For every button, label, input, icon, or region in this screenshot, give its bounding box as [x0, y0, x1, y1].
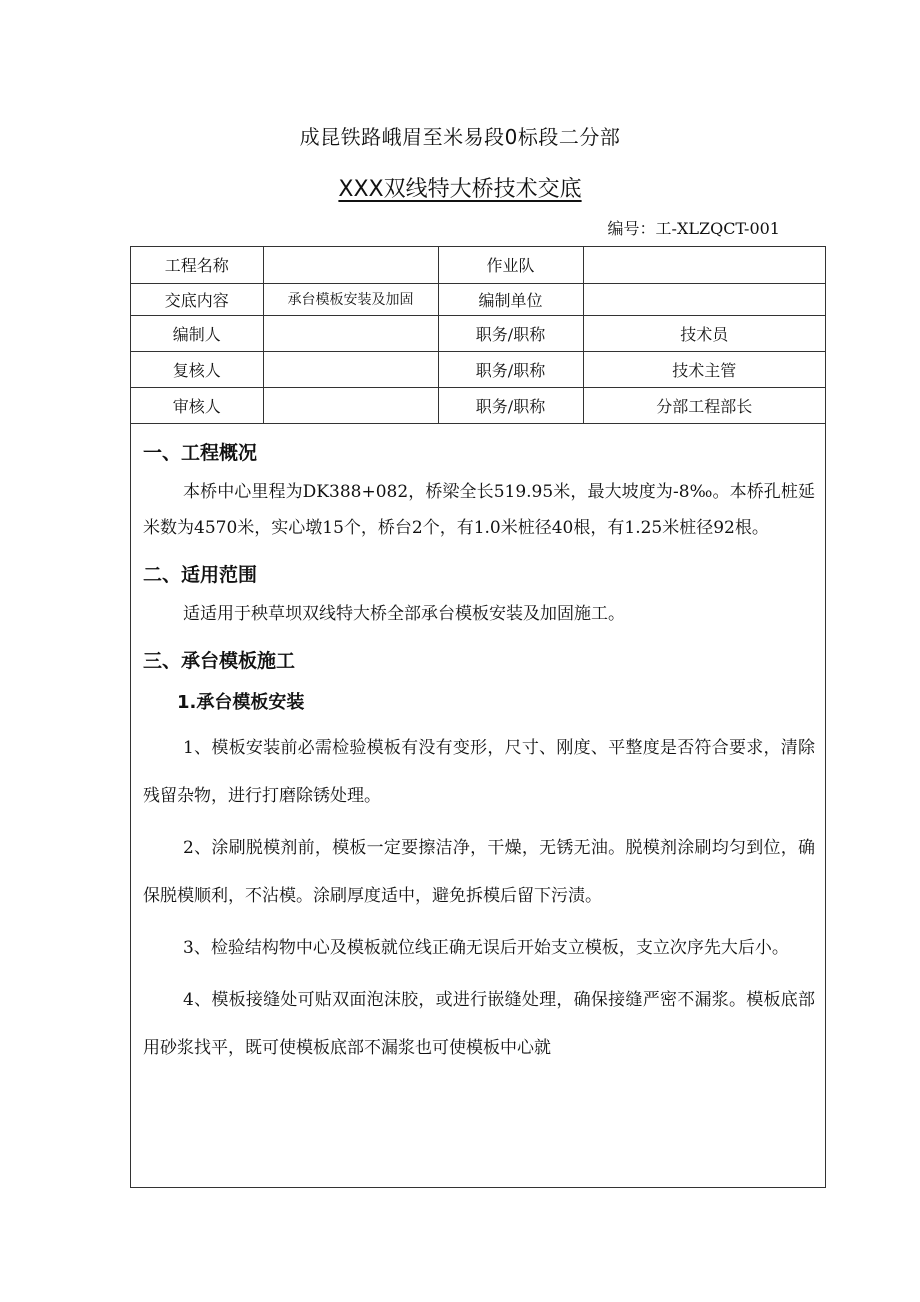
document-number-label: 编号： [607, 219, 656, 238]
document-title [0, 172, 920, 203]
list-item: 2、涂刷脱模剂前，模板一定要擦洁净，干燥，无锈无油。脱模剂涂刷均匀到位，确保脱模顺利，不沾模。涂刷厚度适中，避免拆模后留下污渍。 [143, 837, 815, 906]
label-cell: 交底内容 [131, 283, 263, 315]
list-item: 4、模板接缝处可贴双面泡沫胶，或进行嵌缝处理，确保接缝严密不漏浆。模板底部用砂浆找平，既可使模板底部不漏浆也可使模板中心就 [143, 989, 815, 1058]
label-cell: 作业队 [438, 247, 583, 283]
label-cell: 工程名称 [131, 247, 263, 283]
value-cell [583, 247, 825, 283]
info-table [131, 247, 825, 424]
label-cell: 职务/职称 [438, 351, 583, 387]
label-cell: 职务/职称 [438, 315, 583, 351]
value-cell [263, 247, 438, 283]
document-title-text: XXX双线特大桥技术交底 [338, 177, 582, 202]
document-number-value: 工-XLZQCT-001 [655, 219, 780, 238]
label-cell: 审核人 [131, 387, 263, 423]
table-row [131, 283, 825, 315]
organization-title: 成昆铁路峨眉至米易段0标段二分部 [299, 125, 621, 149]
value-cell: 承台模板安装及加固 [263, 283, 438, 315]
table-row [131, 387, 825, 423]
disclosure-body [131, 424, 825, 1072]
table-row [131, 351, 825, 387]
list-item: 1、模板安装前必需检验模板有没有变形，尺寸、刚度、平整度是否符合要求，清除残留杂物，进行打磨除锈处理。 [143, 737, 815, 806]
table-row [131, 247, 825, 283]
table-row [131, 315, 825, 351]
label-cell: 编制单位 [438, 283, 583, 315]
value-cell [263, 315, 438, 351]
disclosure-form [130, 246, 826, 1188]
label-cell: 复核人 [131, 351, 263, 387]
value-cell: 技术主管 [583, 351, 825, 387]
value-cell: 技术员 [583, 315, 825, 351]
label-cell: 编制人 [131, 315, 263, 351]
value-cell [263, 387, 438, 423]
document-number [608, 216, 780, 239]
overview-paragraph: 本桥中心里程为DK388+082，桥梁全长519.95米，最大坡度为-8‰。本桥孔桩延米数为4570米，实心墩15个，桥台2个，有1.0米桩径40根，有1.25米桩径92根。 [143, 481, 815, 538]
section-heading-formwork: 三、承台模板施工 [143, 649, 296, 672]
subsection-heading-installation: 1.承台模板安装 [177, 691, 305, 713]
section-heading-scope: 二、适用范围 [143, 563, 258, 586]
list-item: 3、检验结构物中心及模板就位线正确无误后开始支立模板，支立次序先大后小。 [183, 937, 789, 958]
value-cell [263, 351, 438, 387]
value-cell: 分部工程部长 [583, 387, 825, 423]
scope-paragraph: 适适用于秧草坝双线特大桥全部承台模板安装及加固施工。 [183, 603, 625, 624]
value-cell [583, 283, 825, 315]
label-cell: 职务/职称 [438, 387, 583, 423]
section-heading-overview: 一、工程概况 [143, 441, 258, 464]
